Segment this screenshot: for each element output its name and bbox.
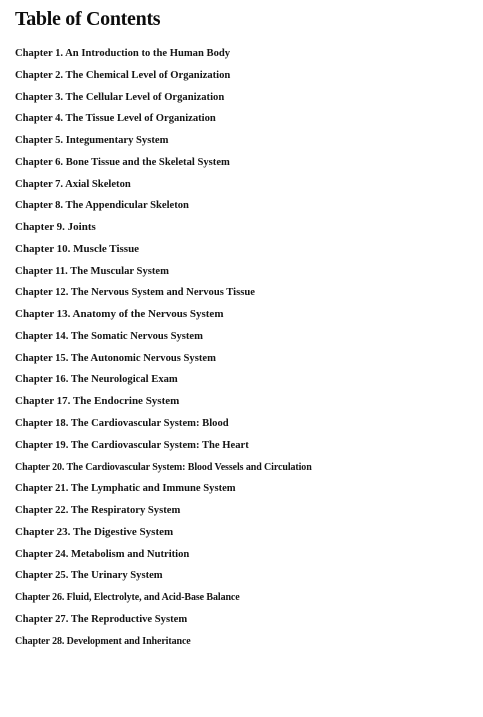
toc-link-chapter-13[interactable]: Chapter 13. Anatomy of the Nervous System	[15, 308, 224, 321]
toc-link-chapter-20[interactable]: Chapter 20. The Cardiovascular System: Blood Vessels and Circulation	[15, 461, 312, 473]
toc-link-chapter-14[interactable]: Chapter 14. The Somatic Nervous System	[15, 330, 203, 342]
toc-link-chapter-24[interactable]: Chapter 24. Metabolism and Nutrition	[15, 548, 190, 560]
toc-link-chapter-9[interactable]: Chapter 9. Joints	[15, 221, 96, 234]
toc-link-chapter-18[interactable]: Chapter 18. The Cardiovascular System: Blood	[15, 418, 229, 430]
toc-link-chapter-6[interactable]: Chapter 6. Bone Tissue and the Skeletal System	[15, 156, 230, 168]
toc-link-chapter-23[interactable]: Chapter 23. The Digestive System	[15, 525, 174, 538]
toc-link-chapter-19[interactable]: Chapter 19. The Cardiovascular System: The Heart	[15, 439, 249, 451]
toc-link-chapter-25[interactable]: Chapter 25. The Urinary System	[15, 570, 163, 582]
toc-link-chapter-26[interactable]: Chapter 26. Fluid, Electrolyte, and Acid-Base Balance	[15, 592, 240, 604]
toc-link-chapter-5[interactable]: Chapter 5. Integumentary System	[15, 135, 169, 147]
toc-link-chapter-21[interactable]: Chapter 21. The Lymphatic and Immune System	[15, 483, 236, 495]
toc-link-chapter-27[interactable]: Chapter 27. The Reproductive System	[15, 613, 188, 625]
toc-link-chapter-22[interactable]: Chapter 22. The Respiratory System	[15, 505, 181, 517]
toc-link-chapter-16[interactable]: Chapter 16. The Neurological Exam	[15, 374, 178, 386]
toc-link-chapter-4[interactable]: Chapter 4. The Tissue Level of Organization	[15, 113, 216, 125]
toc-link-chapter-15[interactable]: Chapter 15. The Autonomic Nervous System	[15, 352, 216, 364]
toc-link-chapter-10[interactable]: Chapter 10. Muscle Tissue	[15, 242, 140, 255]
toc-list	[15, 43, 312, 652]
toc-link-chapter-8[interactable]: Chapter 8. The Appendicular Skeleton	[15, 200, 189, 212]
page-title: Table of Contents	[15, 8, 161, 30]
toc-link-chapter-12[interactable]: Chapter 12. The Nervous System and Nervous Tissue	[15, 287, 255, 299]
toc-link-chapter-3[interactable]: Chapter 3. The Cellular Level of Organization	[15, 91, 225, 103]
toc-link-chapter-7[interactable]: Chapter 7. Axial Skeleton	[15, 178, 131, 190]
toc-link-chapter-28[interactable]: Chapter 28. Development and Inheritance	[15, 635, 191, 647]
toc-link-chapter-1[interactable]: Chapter 1. An Introduction to the Human Body	[15, 48, 231, 59]
toc-link-chapter-17[interactable]: Chapter 17. The Endocrine System	[15, 395, 180, 408]
toc-link-chapter-2[interactable]: Chapter 2. The Chemical Level of Organization	[15, 69, 231, 81]
toc-link-chapter-11[interactable]: Chapter 11. The Muscular System	[15, 265, 169, 277]
